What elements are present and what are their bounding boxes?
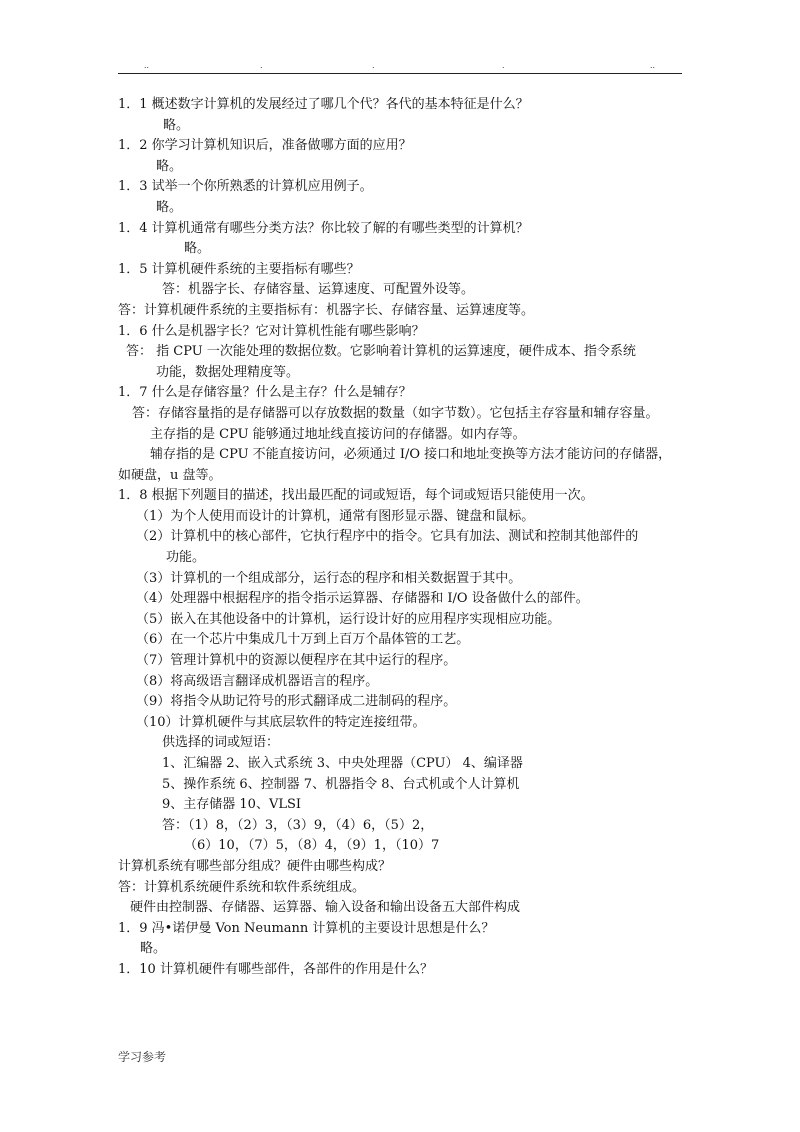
answer-1-7: 答：存储容量指的是存储器可以存放数据的数量（如字节数）。它包括主存容量和辅存容量。 <box>132 405 659 421</box>
header-dot: .. <box>144 60 150 70</box>
header-rule <box>118 73 682 74</box>
item-2-cont: 功能。 <box>166 550 206 566</box>
options-row-1: 1、汇编器 2、嵌入式系统 3、中央处理器（CPU） 4、编译器 <box>162 756 523 771</box>
item-5: （5）嵌入在其他设备中的计算机，运行设计好的应用程序实现相应功能。 <box>136 611 561 627</box>
header-dot: . <box>260 60 263 70</box>
item-4: （4）处理器中根据程序的指令指示运算器、存储器和 I/O 设备做什么的部件。 <box>136 591 589 607</box>
answer-1-8-cont: （6）10，（7）5，（8）4，（9）1，（10）7 <box>184 838 440 854</box>
answer-1-4: 略。 <box>184 241 211 257</box>
answer-1-1: 略。 <box>163 117 190 133</box>
header-dot: . <box>502 60 505 70</box>
answer-1-5-extra: 答：计算机硬件系统的主要指标有：机器字长、存储容量、运算速度等。 <box>118 302 535 318</box>
item-7: （7）管理计算机中的资源以便程序在其中运行的程序。 <box>136 653 457 669</box>
item-2: （2）计算机中的核心部件，它执行程序中的指令。它具有加法、测试和控制其他部件的 <box>136 529 639 545</box>
header-dot: .. <box>650 60 656 70</box>
answer-system-hardware: 硬件由控制器、存储器、运算器、输入设备和输出设备五大部件构成 <box>130 900 521 916</box>
options-heading: 供选择的词或短语： <box>162 735 280 751</box>
question-1-5: 1．5 计算机硬件系统的主要指标有哪些？ <box>118 261 360 277</box>
options-row-2: 5、操作系统 6、控制器 7、机器指令 8、台式机或个人计算机 <box>162 776 520 792</box>
item-3: （3）计算机的一个组成部分，运行态的程序和相关数据置于其中。 <box>136 570 522 586</box>
answer-system: 答：计算机系统硬件系统和软件系统组成。 <box>118 879 366 895</box>
question-1-6: 1．6 什么是机器字长？它对计算机性能有哪些影响？ <box>118 323 425 339</box>
answer-1-5: 答：机器字长、存储容量、运算速度、可配置外设等。 <box>162 282 475 298</box>
question-1-7: 1．7 什么是存储容量？什么是主存？什么是辅存？ <box>118 385 412 401</box>
options-row-3: 9、主存储器 10、VLSI <box>162 797 302 813</box>
item-1: （1）为个人使用而设计的计算机，通常有图形显示器、键盘和鼠标。 <box>136 508 535 524</box>
question-1-8: 1．8 根据下列题目的描述，找出最匹配的词或短语，每个词或短语只能使用一次。 <box>118 488 594 504</box>
header-dot: . <box>372 60 375 70</box>
question-1-3: 1．3 试举一个你所熟悉的计算机应用例子。 <box>118 179 373 195</box>
answer-1-8: 答：（1）8，（2）3，（3）9，（4）6，（5）2， <box>162 817 434 833</box>
page-footer: 学习参考 <box>118 1050 167 1064</box>
document-body <box>118 95 684 981</box>
item-6: （6）在一个芯片中集成几十万到上百万个晶体管的工艺。 <box>136 632 470 648</box>
answer-1-9: 略。 <box>140 941 167 957</box>
item-9: （9）将指令从助记符号的形式翻译成二进制码的程序。 <box>136 694 457 710</box>
answer-1-3: 略。 <box>156 199 183 215</box>
question-1-4: 1．4 计算机通常有哪些分类方法？你比较了解的有哪些类型的计算机？ <box>118 220 529 236</box>
question-1-1: 1．1 概述数字计算机的发展经过了哪几个代？各代的基本特征是什么？ <box>118 97 529 112</box>
question-1-9: 1．9 冯•诺伊曼 Von Neumann 计算机的主要设计思想是什么？ <box>118 920 495 936</box>
question-1-10: 1．10 计算机硬件有哪些部件，各部件的作用是什么？ <box>118 961 433 977</box>
question-system: 计算机系统有哪些部分组成？硬件由哪些构成？ <box>118 858 392 874</box>
answer-1-2: 略。 <box>156 158 183 174</box>
answer-1-7-aux-memory: 辅存指的是 CPU 不能直接访问，必须通过 I/O 接口和地址变换等方法才能访问的存储器，如硬盘，u 盘等。 <box>118 447 672 483</box>
answer-1-6-cont: 功能，数据处理精度等。 <box>156 364 300 380</box>
answer-1-6: 答： 指 CPU 一次能处理的数据位数。它影响着计算机的运算速度，硬件成本、指令系统 <box>126 344 636 360</box>
question-1-2: 1．2 你学习计算机知识后，准备做哪方面的应用？ <box>118 138 412 154</box>
answer-1-7-main-memory: 主存指的是 CPU 能够通过地址线直接访问的存储器。如内存等。 <box>150 426 526 442</box>
item-10: （10）计算机硬件与其底层软件的特定连接纽带。 <box>136 714 426 730</box>
page-header <box>118 60 680 74</box>
item-8: （8）将高级语言翻译成机器语言的程序。 <box>136 673 379 689</box>
